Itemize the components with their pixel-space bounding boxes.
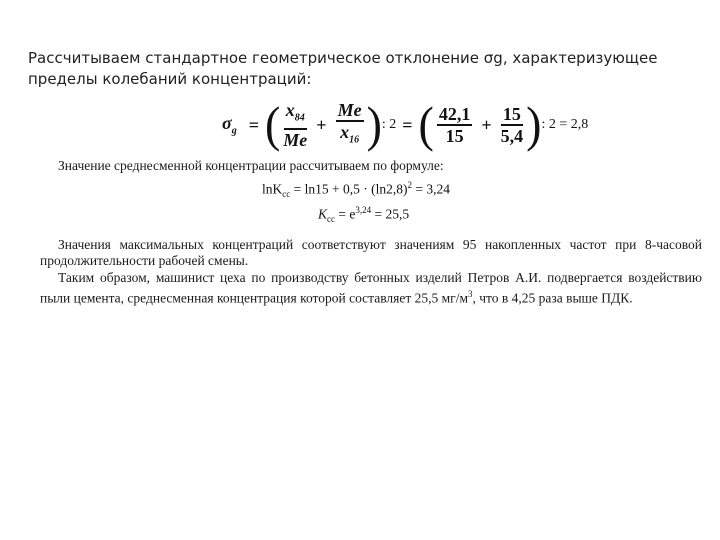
intro-text: Рассчитываем стандартное геометрическое отклонение σg, характеризующее пределы колебаний концентраций: [28,49,658,88]
right-paren: ) [366,96,382,152]
paragraph-conclusion: Таким образом, машинист цеха по производству бетонных изделий Петров А.И. подвергается воздействию пыли цемента, среднесменная концентрация которой составляет 25,5 $мг/м^3$, что в 4,25 раза выше ПДК. [40,270,702,306]
paragraph-max-concentrations: Значения максимальных концентраций соответствуют значениям 95 накопленных частот при 8-часовой продолжительности рабочей смены. [40,237,702,268]
kcc-equation: $K_{сс} = e^{3,24} = 25,5$ [318,205,410,225]
sigma-symbol: $\sigma_g$ [222,113,237,137]
sigma-formula: $\sigma_g$ = ( $\frac{x_{84}}{Me}$ + $\frac{Me}{x_{16}}$ ) : 2 = ( $\frac{42,1}{15}$ + $\frac{15}{5,4}$ ) : 2 = 2,8 [222,96,589,152]
ln-kcc-equation: $\ln K_{сс} = \ln 15 + 0,5 \cdot (\ln 2,8)^2 = 3,24$ [262,180,450,200]
fraction-15-over-5-4: $\frac{15}{5,4}$ [500,104,524,146]
divide-two: : 2 [381,117,397,132]
fraction-me-over-x16: $\frac{Me}{x_{16}}$ [337,99,362,146]
fraction-x84-over-me: $\frac{x_{84}}{Me}$ [283,99,308,151]
formula-result: : 2 = 2,8 [541,117,589,132]
fraction-42-1-over-15: $\frac{42,1}{15}$ [438,104,471,146]
left-paren: ( [264,96,281,152]
equals-sign: = [248,114,259,135]
paragraph-formula-intro: Значение среднесменной концентрации рассчитываем по формуле: [58,158,444,173]
